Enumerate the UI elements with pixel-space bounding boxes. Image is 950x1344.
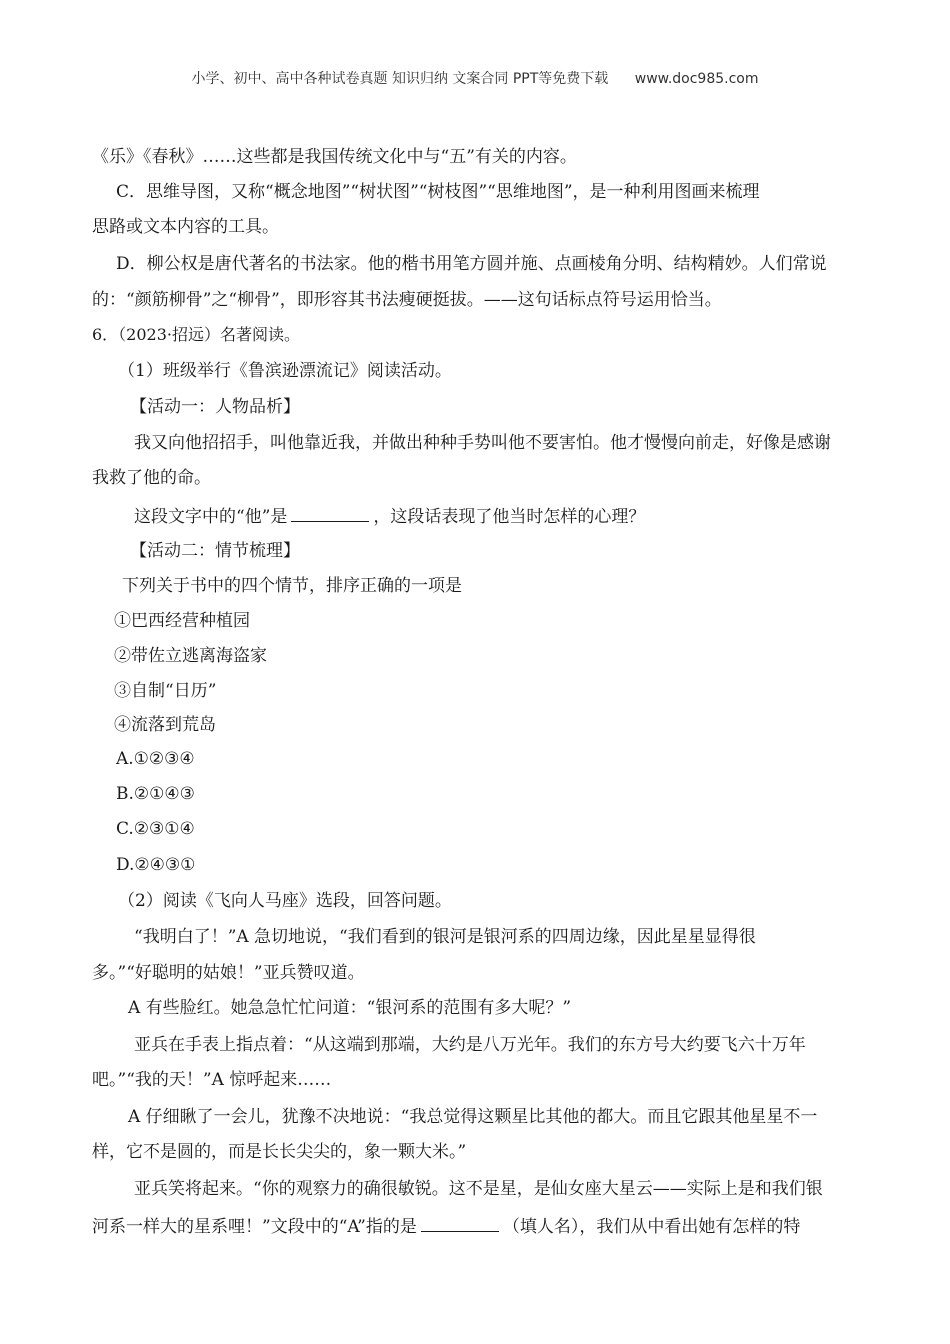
passage-2-line-6: A 仔细瞅了一会儿，犹豫不决地说：“我总觉得这颗星比其他的都大。而且它跟其他星星不一 — [128, 1107, 818, 1127]
activity-2-question: 下列关于书中的四个情节，排序正确的一项是 — [122, 576, 462, 596]
choice-c[interactable]: C.②③①④ — [116, 819, 195, 839]
option-d-line-1: D．柳公权是唐代著名的书法家。他的楷书用笔方圆并施、点画棱角分明、结构精妙。人们常说 — [116, 254, 827, 274]
header-site: www.doc985.com — [634, 71, 759, 87]
page-header — [0, 68, 950, 88]
passage-1-line-2: 我救了他的命。 — [92, 468, 211, 488]
question-1-after: ，这段话表现了他当时怎样的心理？ — [373, 507, 646, 527]
plot-item-4: ④流落到荒岛 — [114, 715, 216, 735]
answer-blank-2[interactable] — [421, 1214, 499, 1232]
question-6-title: 6．（2023·招远）名著阅读。 — [92, 325, 300, 344]
header-text: 小学、初中、高中各种试卷真题 知识归纳 文案合同 PPT等免费下载 — [191, 71, 609, 87]
plot-item-2: ②带佐立逃离海盗家 — [114, 646, 267, 666]
plot-item-1: ①巴西经营种植园 — [114, 611, 250, 631]
choice-a[interactable]: A.①②③④ — [116, 749, 195, 769]
part-2-intro: （2）阅读《飞向人马座》选段，回答问题。 — [118, 891, 452, 911]
text-line-1: 《乐》《春秋》……这些都是我国传统文化中与“五”有关的内容。 — [92, 147, 577, 167]
question-1-line — [134, 504, 645, 528]
passage-2-line-8: 亚兵笑将起来。“你的观察力的确很敏锐。这不是星，是仙女座大星云——实际上是和我们银 — [134, 1179, 823, 1199]
passage-2-line-7: 样，它不是圆的，而是长长尖尖的，象一颗大米。” — [92, 1142, 467, 1162]
activity-1-heading: 【活动一：人物品析】 — [130, 397, 300, 417]
passage-2-line-2: 多。”“好聪明的姑娘！”亚兵赞叹道。 — [92, 963, 365, 983]
part-1-intro: （1）班级举行《鲁滨逊漂流记》阅读活动。 — [118, 361, 452, 381]
option-c-line-2: 思路或文本内容的工具。 — [92, 217, 279, 237]
passage-2-line-1: “我明白了！”A 急切地说，“我们看到的银河是银河系的四周边缘，因此星星显得很 — [134, 927, 756, 947]
choice-b[interactable]: B.②①④③ — [116, 784, 195, 804]
passage-1-line-1: 我又向他招招手，叫他靠近我，并做出种种手势叫他不要害怕。他才慢慢向前走，好像是感谢 — [134, 433, 831, 453]
question-2-line — [92, 1214, 800, 1238]
question-2-after: （填人名），我们从中看出她有怎样的特 — [502, 1217, 801, 1237]
answer-blank-1[interactable] — [291, 504, 369, 522]
option-c-line-1: C．思维导图，又称“概念地图”“树状图”“树枝图”“思维地图”，是一种利用图画来梳理 — [116, 182, 760, 202]
activity-2-heading: 【活动二：情节梳理】 — [130, 541, 300, 561]
passage-2-line-5: 吧。”“我的天！”A 惊呼起来…… — [92, 1070, 332, 1090]
question-1-before: 这段文字中的“他”是 — [134, 507, 288, 527]
plot-item-3: ③自制“日历” — [114, 681, 217, 701]
passage-2-line-4: 亚兵在手表上指点着：“从这端到那端，大约是八万光年。我们的东方号大约要飞六十万年 — [134, 1035, 806, 1055]
choice-d[interactable]: D.②④③① — [116, 855, 196, 875]
passage-2-line-3: A 有些脸红。她急急忙忙问道：“银河系的范围有多大呢？” — [128, 998, 572, 1018]
option-d-line-2: 的：“颜筋柳骨”之“柳骨”，即形容其书法瘦硬挺拔。——这句话标点符号运用恰当。 — [92, 290, 722, 310]
question-2-before: 河系一样大的星系哩！”文段中的“A”指的是 — [92, 1217, 417, 1237]
